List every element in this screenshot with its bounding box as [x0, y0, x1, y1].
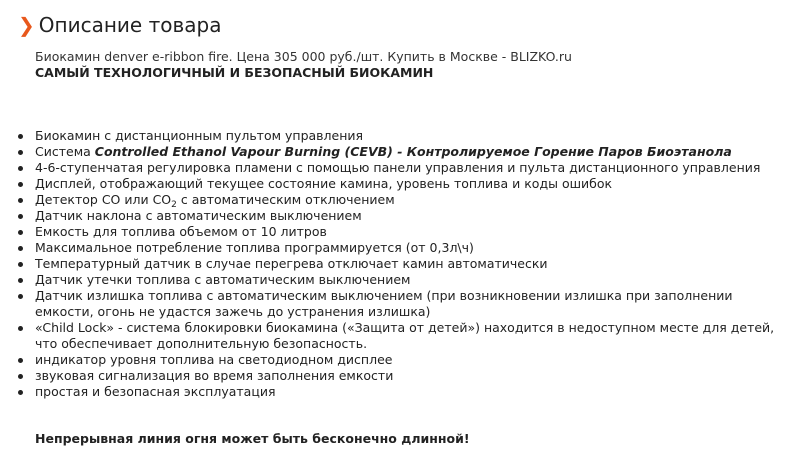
feature-text: Емкость для топлива объемом от 10 литров	[35, 224, 327, 239]
section-title: Описание товара	[38, 13, 222, 37]
list-item	[35, 352, 795, 368]
list-item	[35, 144, 795, 160]
bullet-icon	[18, 214, 23, 219]
feature-text: индикатор уровня топлива на светодиодном дисплее	[35, 352, 393, 367]
bullet-icon	[18, 166, 23, 171]
bullet-icon	[18, 182, 23, 187]
bullet-icon	[18, 374, 23, 379]
list-item	[35, 384, 795, 400]
list-item	[35, 176, 795, 192]
bullet-icon	[18, 198, 23, 203]
bullet-icon	[18, 246, 23, 251]
feature-text: «Child Lock» - система блокировки биокамина («Защита от детей») находится в недоступном месте для детей, что обеспечивает дополнительную безопасность.	[35, 320, 775, 351]
list-item	[35, 224, 795, 240]
list-item	[35, 368, 795, 384]
feature-text: простая и безопасная эксплуатация	[35, 384, 276, 399]
list-item	[35, 288, 795, 320]
closing-statement: Непрерывная линия огня может быть бесконечно длинной!	[35, 431, 470, 446]
list-item	[35, 272, 795, 288]
feature-text: Биокамин с дистанционным пультом управления	[35, 128, 364, 143]
product-intro	[35, 49, 572, 81]
list-item	[35, 208, 795, 224]
feature-text: звуковая сигнализация во время заполнения емкости	[35, 368, 394, 383]
bullet-icon	[18, 134, 23, 139]
chevron-right-icon: ❯	[18, 13, 35, 37]
list-item	[35, 256, 795, 272]
feature-text: Дисплей, отображающий текущее состояние камина, уровень топлива и коды ошибок	[35, 176, 613, 191]
feature-text: 4-6-ступенчатая регулировка пламени с помощью панели управления и пульта дистанционного управления	[35, 160, 761, 175]
feature-text: Температурный датчик в случае перегрева отключает камин автоматически	[35, 256, 548, 271]
feature-text-prefix: Детектор CO или CO	[35, 192, 172, 207]
bullet-icon	[18, 390, 23, 395]
list-item	[35, 240, 795, 256]
feature-text: Датчик излишка топлива с автоматическим выключением (при возникновении излишка при заполнении емкости, огонь не удастся зажечь до устранения излишка)	[35, 288, 733, 319]
bullet-icon	[18, 150, 23, 155]
section-heading	[18, 10, 221, 40]
feature-list	[35, 128, 795, 400]
feature-text: Датчик утечки топлива с автоматическим выключением	[35, 272, 411, 287]
subscript: 2	[171, 200, 177, 210]
bullet-icon	[18, 358, 23, 363]
product-tagline: САМЫЙ ТЕХНОЛОГИЧНЫЙ И БЕЗОПАСНЫЙ БИОКАМИН	[35, 65, 434, 80]
feature-text: Максимальное потребление топлива программируется (от 0,3л\ч)	[35, 240, 474, 255]
feature-text-emphasis: Controlled Ethanol Vapour Burning (CEVB) - Контролируемое Горение Паров Биоэтанола	[94, 144, 732, 159]
feature-text: Датчик наклона с автоматическим выключением	[35, 208, 362, 223]
bullet-icon	[18, 278, 23, 283]
list-item	[35, 128, 795, 144]
feature-text-prefix: Система	[35, 144, 95, 159]
bullet-icon	[18, 230, 23, 235]
bullet-icon	[18, 294, 23, 299]
product-summary: Биокамин denver e-ribbon fire. Цена 305 000 руб./шт. Купить в Москве - BLIZKO.ru	[35, 49, 572, 64]
bullet-icon	[18, 262, 23, 267]
list-item	[35, 192, 795, 208]
bullet-icon	[18, 326, 23, 331]
list-item	[35, 160, 795, 176]
list-item	[35, 320, 795, 352]
feature-text-suffix: с автоматическим отключением	[176, 192, 395, 207]
